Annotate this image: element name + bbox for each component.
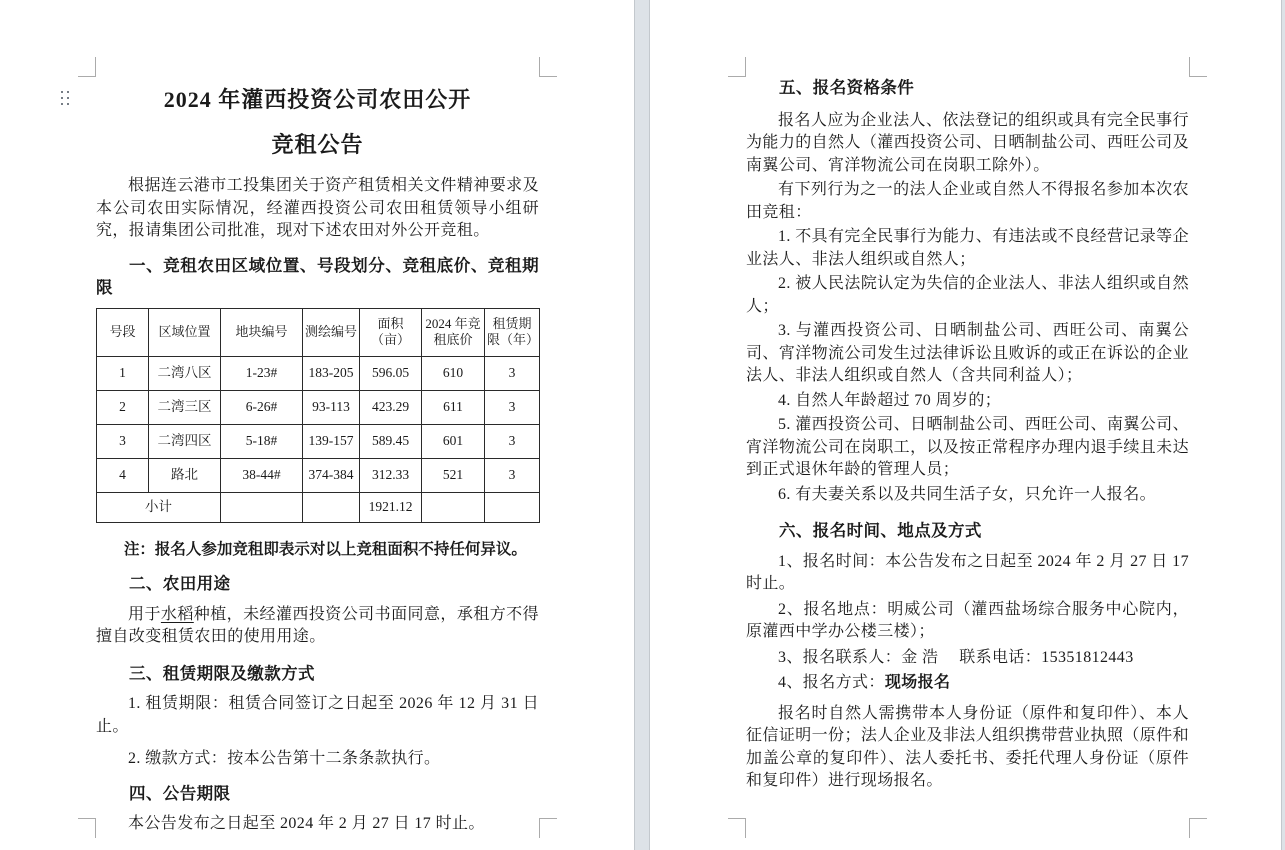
section-5-paragraph-2: 有下列行为之一的法人企业或自然人不得报名参加本次农田竞租： [746, 181, 1189, 221]
table-cell: 3 [97, 424, 149, 458]
table-header-cell: 2024 年竞租底价 [422, 308, 485, 356]
margin-crop-mark-icon [78, 818, 96, 838]
table-cell: 93-113 [303, 390, 360, 424]
table-cell: 4 [97, 458, 149, 492]
doc-title-line-1: 2024 年灌西投资公司农田公开 [163, 87, 472, 112]
page-2-content[interactable] [746, 77, 1189, 793]
table-header-cell: 测绘编号 [303, 308, 360, 356]
table-row [97, 356, 540, 390]
table-cell: 374-384 [303, 458, 360, 492]
page-1-content[interactable] [96, 77, 539, 836]
list-item: 2. 被人民法院认定为失信的企业法人、非法人组织或自然人； [746, 275, 1189, 315]
bold-text: 现场报名 [884, 674, 951, 691]
margin-crop-mark-icon [1189, 57, 1207, 77]
table-cell [422, 492, 485, 522]
section-5-heading: 五、报名资格条件 [779, 78, 915, 97]
underlined-text: 水稻 [160, 605, 194, 623]
table-cell: 二湾八区 [149, 356, 221, 390]
drag-handle-icon[interactable] [61, 91, 70, 107]
table-header-cell: 号段 [97, 308, 149, 356]
doc-title-line-2: 竞租公告 [271, 132, 364, 157]
table-cell: 二湾三区 [149, 390, 221, 424]
list-item: 4. 自然人年龄超过 70 周岁的； [778, 391, 1002, 409]
text-run: 4、报名方式： [778, 674, 885, 691]
section-6-paragraph: 报名时自然人需携带本人身份证（原件和复印件）、本人征信证明一份；法人企业及非法人组织携带营业执照（原件和加盖公章的复印件）、法人委托书、委托代理人身份证（原件和复印件）进行现场报名。 [746, 704, 1189, 789]
section-2-heading: 二、农田用途 [129, 574, 231, 593]
margin-crop-mark-icon [539, 818, 557, 838]
table-header-cell: 面积（亩） [360, 308, 422, 356]
table-note: 注：报名人参加竞租即表示对以上竞租面积不持任何异议。 [123, 540, 527, 558]
table-header-cell: 地块编号 [221, 308, 303, 356]
margin-crop-mark-icon [728, 57, 746, 77]
table-cell: 611 [422, 390, 485, 424]
table-cell: 3 [485, 356, 540, 390]
table-cell: 596.05 [360, 356, 422, 390]
page-gutter-right [1281, 0, 1285, 850]
subtotal-area-cell: 1921.12 [360, 492, 422, 522]
table-cell: 183-205 [303, 356, 360, 390]
text-run: 种植，未经灌西投资公司书面同意，承租方不得擅自改变租赁农田的使用用途。 [96, 605, 539, 645]
table-cell: 38-44# [221, 458, 303, 492]
list-item: 5. 灌西投资公司、日晒制盐公司、西旺公司、南翼公司、宵洋物流公司在岗职工，以及按正常程序办理内退手续且未达到正式退休年龄的管理人员； [746, 416, 1189, 478]
table-cell: 312.33 [360, 458, 422, 492]
table-cell [221, 492, 303, 522]
table-cell: 6-26# [221, 390, 303, 424]
table-cell: 二湾四区 [149, 424, 221, 458]
table-cell: 601 [422, 424, 485, 458]
table-header-row [97, 308, 540, 356]
section-3-item-1: 1. 租赁期限：租赁合同签订之日起至 2026 年 12 月 31 日止。 [96, 695, 539, 735]
page-2 [650, 0, 1281, 850]
table-cell: 589.45 [360, 424, 422, 458]
section-6-item-4 [746, 672, 1189, 695]
table-cell: 139-157 [303, 424, 360, 458]
margin-crop-mark-icon [1189, 818, 1207, 838]
table-subtotal-row [97, 492, 540, 522]
intro-paragraph: 根据连云港市工投集团关于资产租赁相关文件精神要求及本公司农田实际情况，经灌西投资公司农田租赁领导小组研究，报请集团公司批准，现对下述农田对外公开竞租。 [96, 177, 539, 239]
table-header-cell: 区域位置 [149, 308, 221, 356]
farmland-table [96, 308, 540, 523]
section-3-heading: 三、租赁期限及缴款方式 [129, 663, 315, 683]
page-1 [0, 0, 634, 850]
table-cell: 2 [97, 390, 149, 424]
table-cell: 521 [422, 458, 485, 492]
section-1-heading: 一、竞租农田区域位置、号段划分、竞租底价、竞租期限 [96, 255, 539, 297]
table-cell: 路北 [149, 458, 221, 492]
table-cell [485, 492, 540, 522]
table-row [97, 390, 540, 424]
table-cell [303, 492, 360, 522]
list-item: 6. 有夫妻关系以及共同生活子女，只允许一人报名。 [778, 485, 1157, 503]
table-cell: 3 [485, 390, 540, 424]
table-cell: 610 [422, 356, 485, 390]
section-4-heading: 四、公告期限 [129, 783, 231, 803]
section-3-item-2: 2. 缴款方式：按本公告第十二条条款执行。 [128, 750, 441, 767]
table-cell: 1 [97, 356, 149, 390]
table-cell: 5-18# [221, 424, 303, 458]
table-header-cell: 租赁期限（年） [485, 308, 540, 356]
table-cell: 3 [485, 424, 540, 458]
section-6-item-1: 1、报名时间：本公告发布之日起至 2024 年 2 月 27 日 17 时止。 [746, 552, 1189, 592]
section-6-item-2: 2、报名地点：明威公司（灌西盐场综合服务中心院内，原灌西中学办公楼三楼）； [746, 600, 1189, 640]
section-4-paragraph: 本公告发布之日起至 2024 年 2 月 27 日 17 时止。 [128, 815, 485, 832]
section-2-paragraph [96, 604, 539, 649]
section-6-item-3: 3、报名联系人：金 浩 联系电话：15351812443 [778, 648, 1134, 666]
table-cell: 3 [485, 458, 540, 492]
page-gutter [634, 0, 650, 850]
list-item: 1. 不具有完全民事行为能力、有违法或不良经营记录等企业法人、非法人组织或自然人； [746, 228, 1189, 268]
margin-crop-mark-icon [539, 57, 557, 77]
text-run: 用于 [128, 605, 161, 623]
margin-crop-mark-icon [728, 818, 746, 838]
list-item: 3. 与灌西投资公司、日晒制盐公司、西旺公司、南翼公司、宵洋物流公司发生过法律诉讼且败诉的或正在诉讼的企业法人、非法人组织或自然人（含共同利益人）； [746, 322, 1189, 384]
subtotal-label-cell: 小计 [97, 492, 221, 522]
table-cell: 423.29 [360, 390, 422, 424]
table-row [97, 458, 540, 492]
section-6-heading: 六、报名时间、地点及方式 [779, 521, 982, 540]
table-row [97, 424, 540, 458]
margin-crop-mark-icon [78, 57, 96, 77]
section-5-paragraph-1: 报名人应为企业法人、依法登记的组织或具有完全民事行为能力的自然人（灌西投资公司、日晒制盐公司、西旺公司及南翼公司、宵洋物流公司在岗职工除外）。 [746, 111, 1189, 174]
table-cell: 1-23# [221, 356, 303, 390]
